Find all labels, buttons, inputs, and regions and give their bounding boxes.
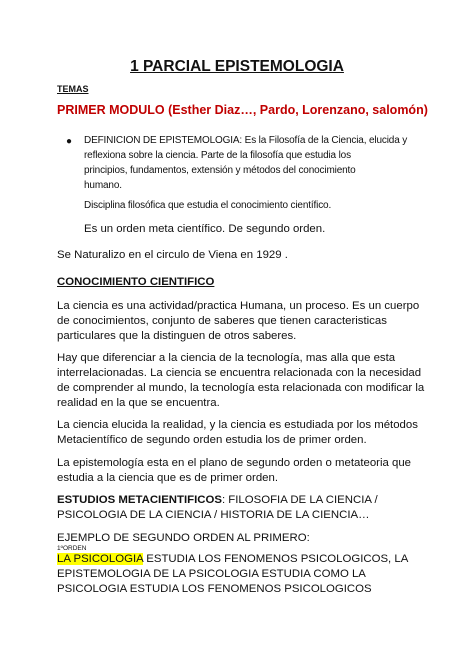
estudios-list: : FILOSOFIA DE LA CIENCIA / xyxy=(221,494,378,506)
paragraph-4-line-1: La epistemología esta en el plano de segundo orden o metateoria que xyxy=(57,457,411,469)
temas-label: TEMAS xyxy=(57,84,89,94)
paragraph-3-line-1: La ciencia elucida la realidad, y la ciencia es estudiada por los métodos xyxy=(57,419,418,431)
conocimiento-heading: CONOCIMIENTO CIENTIFICO xyxy=(57,276,215,288)
disciplina-line: Disciplina filosófica que estudia el conocimiento científico. xyxy=(84,200,332,211)
definition-line-3: principios, fundamentos, extensión y métodos del conocimiento xyxy=(84,165,356,176)
paragraph-2-line-4: realidad en la que se encuentra. xyxy=(57,397,220,409)
last-line-1 xyxy=(57,552,408,568)
last-line-1-rest: ESTUDIA LOS FENOMENOS PSICOLOGICOS, LA xyxy=(143,553,409,565)
primer-orden-note: 1ºORDEN xyxy=(57,545,87,552)
last-line-3: PSICOLOGIA ESTUDIA LOS FENOMENOS PSICOLOGICOS xyxy=(57,583,372,595)
page-title: 1 PARCIAL EPISTEMOLOGIA xyxy=(130,58,344,75)
paragraph-3-line-2: Metacientífico de segundo orden estudia los de primer orden. xyxy=(57,434,367,446)
definition-line-4: humano. xyxy=(84,180,122,191)
psicologia-highlight: LA PSICOLOGIA xyxy=(57,553,144,565)
paragraph-4-line-2: estudia a la ciencia que es de primer orden. xyxy=(57,472,278,484)
definition-line-1: DEFINICION DE EPISTEMOLOGIA: Es la Filosofía de la Ciencia, elucida y xyxy=(84,135,408,146)
last-line-2: EPISTEMOLOGIA DE LA PSICOLOGIA ESTUDIA COMO LA xyxy=(57,568,366,580)
paragraph-1-line-1: La ciencia es una actividad/practica Humana, un proceso. Es un cuerpo xyxy=(57,300,420,312)
estudios-line-2: PSICOLOGIA DE LA CIENCIA / HISTORIA DE LA CIENCIA… xyxy=(57,509,370,521)
ejemplo-line: EJEMPLO DE SEGUNDO ORDEN AL PRIMERO: xyxy=(57,532,310,544)
bullet-icon: ● xyxy=(66,136,73,147)
estudios-heading: ESTUDIOS METACIENTIFICOS xyxy=(57,494,222,506)
paragraph-1-line-2: de conocimientos, conjunto de saberes que tienen caracteristicas xyxy=(57,315,387,327)
naturalizo-line: Se Naturalizo en el circulo de Viena en 1929 . xyxy=(57,249,288,261)
paragraph-1-line-3: particulares que la distinguen de otros saberes. xyxy=(57,330,297,342)
paragraph-2-line-2: interrelacionadas. La ciencia se encuentra relacionada con la necesidad xyxy=(57,367,422,379)
module-heading: PRIMER MODULO (Esther Diaz…, Pardo, Lorenzano, salomón) xyxy=(57,103,428,117)
paragraph-2-line-3: de comprender al mundo, la tecnología esta relacionada con modificar la xyxy=(57,382,425,394)
definition-line-2: reflexiona sobre la ciencia. Parte de la filosofía que estudia los xyxy=(84,150,351,161)
estudios-line-1 xyxy=(57,493,378,509)
orden-meta-line: Es un orden meta científico. De segundo orden. xyxy=(84,223,326,235)
paragraph-2-line-1: Hay que diferenciar a la ciencia de la tecnología, mas alla que esta xyxy=(57,352,396,364)
